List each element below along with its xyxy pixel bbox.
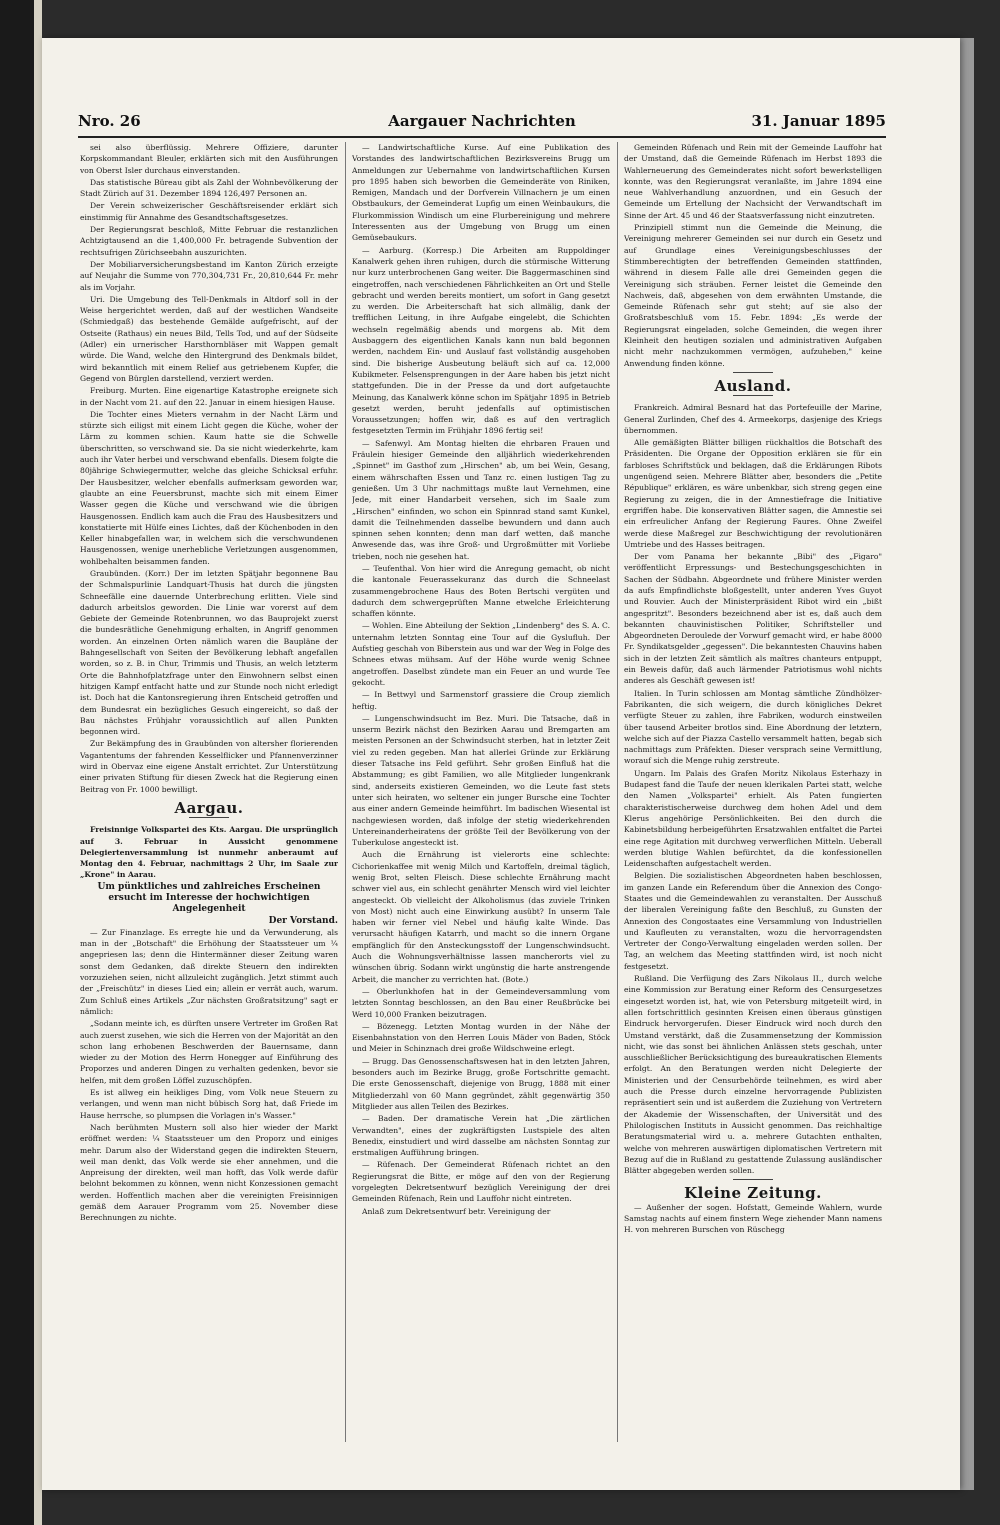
- section-rule: [189, 817, 229, 818]
- article-paragraph: Der Mobiliarversicherungsbestand im Kanton Zürich erzeigte auf Neujahr die Summe von 770,304,731 Fr., 20,810,644 Fr. mehr als im Vorjahr.: [80, 259, 338, 292]
- article-paragraph: Anlaß zum Dekretsentwurf betr. Vereinigung der: [362, 1206, 551, 1216]
- article-paragraph: — Wohlen. Eine Abteilung der Sektion „Lindenberg" des S. A. C. unternahm letzten Sonntag eine Tour auf die Gyslufluh. Der Aufstieg geschah von Biberstein aus und war der Weg in Folge des Schnees etwas mühsam. Auf der Höhe wurde wenig Schnee angetroffen. Daselbst zündete man ein Feuer an und wurde Tee gekocht.: [352, 621, 610, 687]
- article-paragraph: — Safenwyl. Am Montag hielten die ehrbaren Frauen und Fräulein hiesiger Gemeinde den alljährlich wiederkehrenden „Spinnet" im Gasthof zum „Hirschen" ab, um bei Wein, Gesang, einem währschaften Essen und Tanz rc. einen lustigen Tag zu genießen. Um 3 Uhr nachmittags mußte laut Vernehmen, eine Jede, mit einer Handarbeit versehen, sich im Saale zum „Hirschen" einfinden, wo schon ein Spinnrad stand samt Kunkel, damit die Teilnehmenden dasselbe bewundern und dann auch spinnen sehen konnten; denn man darf wetten, daß manche Anwesende das, was ihre Groß- und Urgroßmütter mit Vorliebe trieben, noch nie gesehen hat.: [352, 438, 610, 561]
- article-paragraph: Die Tochter eines Mieters vernahm in der Nacht Lärm und stürzte sich eiligst mit einem Licht gegen die Küche, woher der Lärm zu kommen schien. Kaum hatte sie die Schwelle überschritten, so verschwand sie. Da sie nicht wiederkehrte, kam auch ihr Vater herbei und verschwand ebenfalls. Diesem folgte die 80jährige Schwiegermutter, welche das gleiche Schicksal erfuhr. Der Hausbesitzer, welcher ebenfalls aufmerksam geworden war, glaubte an eine Feuersbrunst, machte sich mit einem Eimer Wasser gegen die Küche und verschwand wie die übrigen Hausgenossen. Endlich kam auch die Frau des Hausbesitzers und konstatierte mit Hülfe eines Lichtes, daß der Küchenboden in den Keller hinabgefallen war, in welchem sich die verschwundenen Hausgenossen, wenige unerhebliche Verletzungen ausgenommen, wohlbehalten beisammen fanden.: [80, 409, 338, 566]
- column-1: [80, 142, 338, 1442]
- article-paragraph: — Baden. Der dramatische Verein hat „Die zärtlichen Verwandten", eines der zugkräftigsten Lustspiele des alten Benedix, einstudiert und wird dasselbe am nächsten Sonntag zur erstmaligen Aufführung bringen.: [352, 1114, 610, 1158]
- article-paragraph: — In Bettwyl und Sarmenstorf grassiere die Croup ziemlich heftig.: [352, 690, 610, 711]
- article-paragraph: Italien. In Turin schlossen am Montag sämtliche Zündhölzer-Fabrikanten, die sich weigern, die durch königliches Dekret verfügte Steuer zu zahlen, ihre Fabriken, wodurch einstweilen über tausend Arbeiter brotlos sind. Eine Abordnung der letztern, welche sich auf der Piazza Castello versammelt hatten, begab sich nachmittags zum Präfekten. Dieser versprach seine Vermittlung, worauf sich die Menge ruhig zerstreute.: [624, 688, 882, 766]
- issue-number: Nro. 26: [78, 112, 141, 130]
- issue-date: 31. Januar 1895: [751, 112, 886, 130]
- article-paragraph: — Rüfenach. Der Gemeinderat Rüfenach richtet an den Regierungsrat die Bitte, er möge auf den von der Regierung vorgelegten Dekretsentwurf bezüglich Vereinigung der drei Gemeinden Rüfenach, Rein und Lauffohr nicht eintreten.: [352, 1160, 610, 1204]
- article-paragraph: — Außenher der sogen. Hofstatt, Gemeinde Wahlern, wurde Samstag nachts auf einem finstern Wege ziehender Mann namens H. von mehreren Burschen von Rüschegg: [624, 1202, 882, 1235]
- section-heading-kleine-zeitung: Kleine Zeitung.: [684, 1184, 822, 1203]
- section-rule: [733, 372, 773, 373]
- article-paragraph: Das statistische Büreau gibt als Zahl der Wohnbevölkerung der Stadt Zürich auf 31. Dezember 1894 126,497 Personen an.: [80, 177, 338, 199]
- article-paragraph: „Sodann meinte ich, es dürften unsere Vertreter im Großen Rat auch zuerst zusehen, wie sich die Herren von der Majorität an den schon lang erhobenen Beschwerden der Bauernsame, dann wieder zu der Motion des Herrn Honegger auf Einführung des Proporzes und anderen Dingen zu verhalten gedenken, bevor sie helfen, mit dem großen Löffel zuzuschöpfen.: [80, 1019, 338, 1085]
- article-paragraph: Der vom Panama her bekannte „Bibi" des „Figaro" veröffentlicht Erpressungs- und Bestechungsgeschichten in Sachen der Südbahn. Abgeordnete und frühere Minister werden da aufs Empfindlichste bloßgestellt, unter anderen Yves Guyot und Rouvier. Auch der Ministerpräsident Ribot wird ein „bißt angespritzt". Besonders bezeichnend aber ist es, daß auch dem bekannten chauvinistischen Politiker, Schriftsteller und Abgeordneten Deroulede der Vorwurf gemacht wird, er habe 8000 Fr. Syndikatsgelder „gegessen". Die bekanntesten Chauvins haben sich in der letzten Zeit sämtlich als maîtres chanteurs entpuppt, ein Beweis dafür, daß auch lärmender Patriotismus wohl nichts anderes als Geschäft gewesen ist!: [624, 552, 882, 686]
- column-divider: [345, 142, 346, 1442]
- article-paragraph: sei also überflüssig. Mehrere Offiziere, darunter Korpskommandant Bleuler, erklärten sich mit den Ausführungen von Oberst Isler durchaus einverstanden.: [80, 143, 338, 175]
- article-paragraph: Prinzipiell stimmt nun die Gemeinde die Meinung, die Vereinigung mehrerer Gemeinden sei nur durch ein Gesetz und auf Grundlage eines Vereinigungsbeschlusses der Stimmberechtigten der betreffenden Gemeinden stattfinden, während in diesem Falle alle drei Gemeinden gegen die Vereinigung sich sträuben. Ferner leistet die Gemeinde den Nachweis, daß, abgesehen von dem erwähnten Umstande, die Gemeinde Rüfenach sehr gut steht; auf sie also der Großratsbeschluß vom 15. Febr. 1894: „Es werde der Regierungsrat eingeladen, solche Gemeinden, die wegen ihrer Kleinheit den heutigen sozialen und administrativen Aufgaben nicht mehr nachzukommen vermögen, aufzuheben," keine Anwendung finden könne.: [624, 223, 882, 368]
- article-paragraph: Es ist allweg ein heikliges Ding, vom Volk neue Steuern zu verlangen, und wenn man nicht bübisch Sorg hat, daß Friede im Hause herrsche, so plumpsen die Vorlagen in's Wasser.": [80, 1088, 338, 1120]
- notice-signature: Der Vorstand.: [268, 915, 338, 926]
- header-rule: [78, 136, 886, 138]
- column-2: [352, 142, 610, 1442]
- masthead: Aargauer Nachrichten: [388, 112, 576, 130]
- column-3: [624, 142, 882, 1442]
- article-paragraph: — Lungenschwindsucht im Bez. Muri. Die Tatsache, daß in unserm Bezirk nächst den Bezirken Aarau und Bremgarten am meisten Personen an der Schwindsucht sterben, hat in letzter Zeit viel zu reden gegeben. Man hat allerlei Gründe zur Erklärung dieser Tatsache ins Feld geführt. Sehr großen Einfluß hat die Abstammung; es gibt Familien, wo alle Mitglieder lungenkrank sind, anderseits existieren Gemeinden, wo die Leute fast stets unter sich heiraten, wo seltener ein junger Bursche eine Tochter aus einer andern Gemeinde heimführt. Im badischen Wiesental ist nachgewiesen worden, daß infolge der stetig wiederkehrenden Untereinanderheiratens der größte Teil der Bevölkerung von der Tuberkulose angesteckt ist.: [352, 713, 610, 848]
- article-paragraph: Freiburg. Murten. Eine eigenartige Katastrophe ereignete sich in der Nacht vom 21. auf den 22. Januar in einem hiesigen Hause.: [80, 386, 338, 407]
- article-paragraph: — Oberlunkhofen hat in der Gemeindeversammlung vom letzten Sonntag beschlossen, an den Bau einer Reußbrücke bei Werd 10,000 Franken beizutragen.: [352, 986, 610, 1019]
- column-divider: [617, 142, 618, 1442]
- page-shadow: [960, 38, 974, 1490]
- section-heading-aargau: Aargau.: [174, 798, 244, 817]
- article-paragraph: — Bözenegg. Letzten Montag wurden in der Nähe der Eisenbahnstation von den Herren Louis Mäder von Baden, Stöck und Meier in Schinznach drei große Wildschweine erlegt.: [352, 1021, 610, 1054]
- article-paragraph: — Teufenthal. Von hier wird die Anregung gemacht, ob nicht die kantonale Feuerassekuranz das durch die Schneelast zusammengebrochene Haus des Boten Bertschi vergüten und dadurch dem schwergeprüften Manne etwelche Erleichterung schaffen könnte.: [352, 563, 610, 619]
- article-paragraph: Alle gemäßigten Blätter billigen rückhaltlos die Botschaft des Präsidenten. Die Organe der Opposition erklären sie für ein farbloses Schriftstück und beklagen, daß die Erklärungen Ribots ungenügend seien. Mehrere Blätter aber, besonders die „Petite République" erklären, es wäre unbenkbar, sich streng gegen eine Regierung zu zeigen, die in der Amnestiefrage die Initiative ergriffen habe. Die konservativen Blätter sagen, die Amnestie sei ein erfreulicher Anfang der Regierung Faures. Ohne Zweifel werde diese Maßregel zur Beschwichtigung der revolutionären Umtriebe und des Hasses beitragen.: [624, 438, 882, 549]
- article-paragraph: — Landwirtschaftliche Kurse. Auf eine Publikation des Vorstandes des landwirtschaftlichen Bezirksvereins Brugg um Anmeldungen zur Uebernahme von landwirtschaftlichen Kursen pro 1895 haben sich beworben die Gemeinderäte von Riniken, Remigen, Mandach und der Dorfverein Villnachern je um einen Obstbaukurs, der Gemeinderat Lupfig um einen Weinbaukurs, die Flurkommission Windisch um eine Flurbereinigung und mehrere Interessenten aus der Umgebung von Brugg um einen Gemüsebaukurs.: [352, 143, 610, 243]
- article-paragraph: Graubünden. (Korr.) Der im letzten Spätjahr begonnene Bau der Schmalspurlinie Landquart-Thusis hat durch die jüngsten Schneefälle eine dauernde Unterbrechung erlitten. Viele sind dadurch arbeitslos geworden. Die Linie war vorerst auf dem Gebiete der Gemeinde Rotenbrunnen, wo das Bauprojekt zuerst die bundesrätliche Genehmigung erhalten, in Angriff genommen worden. An einzelnen Orten nämlich waren die Baupläne der Bahngesellschaft von Seiten der Bevölkerung lebhaft angefallen worden, so z. B. in Chur, Trimmis und Thusis, an welch letzterm Orte die Bahnhofplatzfrage unter den Einwohnern selbst einen hitzigen Kampf entfacht hatte und zur Stunde noch nicht erledigt ist. Doch hat die Kantonsregierung ihren Entscheid getroffen und dem Bundesrat ein bezügliches Gesuch eingereicht, so daß der Bau nächstes Frühjahr voraussichtlich auf allen Punkten begonnen wird.: [80, 568, 338, 737]
- section-rule: [733, 395, 773, 396]
- scan-edge: [0, 0, 34, 1525]
- article-paragraph: Der Regierungsrat beschloß, Mitte Februar die restanzlichen Achtzigtausend an die 1,400,000 Fr. betragende Subvention der rechtsufrigen Zürichseebahn auszurichten.: [80, 225, 338, 257]
- article-paragraph: Auch die Ernährung ist vielerorts eine schlechte: Cichorienkaffee mit wenig Milch und Kartoffeln, dreimal täglich, wenig Brot, selten Fleisch. Diese schlechte Ernährung macht schwer viel aus, ein schlecht genährter Mensch wird viel leichter angesteckt. Ob vielleicht der Alkoholismus (das zuviele Trinken von Most) nicht auch eine Einwirkung ausübt? In unserm Tale haben wir ferner viel Nebel und häufig kalte Winde. Das verursacht häufigen Katarrh, und macht so die innern Organe empfänglich für den Ansteckungsstoff der Lungenschwindsucht. Auch die Wohnungsverhältnisse lassen mancherorts viel zu wünschen übrig. Sodann wirkt ungünstig die harte anstrengende Arbeit, die mancher zu verrichten hat. (Bote.): [352, 850, 610, 984]
- article-paragraph: — Aarburg. (Korresp.) Die Arbeiten am Ruppoldinger Kanalwerk gehen ihren ruhigen, durch die stürmische Witterung nur kurz unterbrochenen Gang weiter. Die Baggermaschinen sind eingetroffen, nach verschiedenen Fährlichkeiten an Ort und Stelle gebracht und werden bereits montiert, um sofort in Gang gesetzt zu werden. Die Arbeiterschaft hat sich allmälig, dank der trefflichen Leitung, in ihre Aufgabe eingelebt, die Schichten wechseln regelmäßig abends und morgens ab. Mit dem Ausbaggern des eigentlichen Kanals kann nun bald begonnen werden, nachdem Ein- und Auslauf fast vollständig ausgehoben sind. Die bisherige Ausbeutung beläuft sich auf ca. 12,000 Kubikmeter. Felsensprengungen in der Aare haben bis jetzt nicht stattgefunden. Die in der Presse da und dort aufgetauchte Meinung, das Kanalwerk könne schon im Spätjahr 1895 in Betrieb gesetzt werden, beruht jedenfalls auf optimistischen Voraussetzungen; hoffen wir, daß es auf den vertraglich festgesetzten Termin im Frühjahr 1896 fertig sei!: [352, 245, 610, 436]
- article-paragraph: Der Verein schweizerischer Geschäftsreisender erklärt sich einstimmig für Annahme des Gesandtschaftsgesetzes.: [80, 201, 338, 222]
- article-paragraph: Rußland. Die Verfügung des Zars Nikolaus II., durch welche eine Kommission zur Beratung einer Reform des Censurgesetzes eingesetzt worden ist, hat, wie von Petersburg mitgeteilt wird, in allen fortschrittlich gesinnten Kreisen einen überaus günstigen Eindruck hervorgerufen. Dieser Eindruck wird noch durch den Umstand verstärkt, daß die Zusammensetzung der Kommission nicht, wie das sonst bei ähnlichen Anlässen stets geschah, unter ausschließlicher Berücksichtigung des bureaukratischen Elements erfolgt. An den Beratungen werden nicht Delegierte der Ministerien und der Censurbehörde teilnehmen, es wird aber auch die Presse durch einzelne hervorragende Publizisten repräsentiert sein und ist außerdem die Zuziehung von Vertretern der Akademie der Wissenschaften, der Universität und des Philologischen Instituts in Aussicht genommen. Das reichhaltige Beratungsmaterial wird u. a. mehrere Gutachten enthalten, welche von mehreren auswärtigen diplomatischen Vertretern mit Bezug auf die in Rußland zu gestattende Zulassung ausländischer Blätter abgegeben werden sollen.: [624, 974, 882, 1176]
- article-paragraph: Belgien. Die sozialistischen Abgeordneten haben beschlossen, im ganzen Lande ein Referendum über die Annexion des Congo-Staates und die Gemeindewahlen zu veranstalten. Der Ausschuß der liberalen Vereinigung faßte den Beschluß, zu Gunsten der Annexion des Congostaates eine Versammlung von Industriellen und Kaufleuten zu veranstalten, wozu die hervorragendsten Vertreter der Congo-Verwaltung eingeladen werden sollen. Der Tag, an welchem das Meeting stattfinden wird, ist noch nicht festgesetzt.: [624, 871, 882, 971]
- article-paragraph: Ungarn. Im Palais des Grafen Moritz Nikolaus Esterhazy in Budapest fand die Taufe der neuen klerikalen Partei statt, welche den Namen „Volkspartei" erhielt. Als Paten fungierten charakteristischerweise durchweg dem hohen Adel und dem Klerus angehörige Persönlichkeiten. Bei den durch die Kabinetsbildung herbeigeführten Ersatzwahlen entfaltet die Partei eine rege Agitation mit durchweg verwerflichen Mitteln. Ueberall werden blutige Wahlen befürchtet, da die konfessionellen Leidenschaften aufgestachelt werden.: [624, 768, 882, 869]
- article-paragraph: Zur Bekämpfung des in Graubünden von altersher florierenden Vagantentums der fahrenden Kesselflicker und Pfannenverzinner wird in Obervaz eine eigene Anstalt errichtet. Zur Unterstützung einer privaten Stiftung für diesen Zweck hat die Regierung einen Beitrag von Fr. 1000 bewilligt.: [80, 739, 338, 794]
- article-paragraph: — Zur Finanzlage. Es erregte hie und da Verwunderung, als man in der „Botschaft" die Erhöhung der Staatssteuer um ¼ angepriesen las; denn die Hintermänner dieser Zeitung waren sonst dem Gedanken, daß direkte Steuern den indirekten vorzuziehen seien, nicht allzuleicht zugänglich. Jetzt stimmt auch der „Freischütz" in dieses Lied ein; allein er verrät auch, warum. Zum Schluß eines Artikels „Zur nächsten Großratsitzung" sagt er nämlich:: [80, 927, 338, 1016]
- article-paragraph: Uri. Die Umgebung des Tell-Denkmals in Altdorf soll in der Weise hergerichtet werden, daß auf der westlichen Wandseite (Schmiedgaß) das bestehende Gemälde aufgefrischt, auf der Ostseite (Rathaus) ein neues Bild, Tells Tod, und auf der Südseite (Adler) ein urnerischer Harsthornbläser mit Wappen gemalt würde. Die Wand, welche den Hintergrund des Denkmals bildet, wird bekanntlich mit einem Relief aus getriebenem Kupfer, die Gegend von Bürglen darstellend, verziert werden.: [80, 294, 338, 383]
- section-rule: [733, 1179, 773, 1180]
- article-paragraph: Gemeinden Rüfenach und Rein mit der Gemeinde Lauffohr hat der Umstand, daß die Gemeinde Rüfenach im Herbst 1893 die Wahlerneuerung des Gemeinderates nicht sofort bewerkstelligen konnte, was den Regierungsrat veranlaßte, im Jahre 1894 eine neue Wahlverhandlung anzuordnen, und ein Gesuch der Gemeinde um Ertellung der Nachsicht der Verwandtschaft im Sinne der Art. 45 und 46 der Staatsverfassung nicht einzutreten.: [624, 143, 882, 220]
- section-heading-ausland: Ausland.: [714, 376, 792, 395]
- page-header: [78, 112, 886, 132]
- article-paragraph: Nach berühmten Mustern soll also hier wieder der Markt eröffnet werden: ¼ Staatssteuer um den Proporz und einiges mehr. Darum also der Widerstand gegen die indirekten Steuern, weil man denkt, das Volk werde sie eher annehmen, und die Anpreisung der direkten, weil man hofft, das Volk werde dafür belohnt bekommen zu können, wenn nicht Konzessionen gemacht werden. Hoffentlich machen aber die vereinigten Freisinnigen gemäß dem Aarauer Programm vom 25. November diese Berechnungen zu nichte.: [80, 1122, 338, 1223]
- article-paragraph: Frankreich. Admiral Besnard hat das Portefeuille der Marine, General Zurlinden, Chef des 4. Armeekorps, dasjenige des Kriegs übernommen.: [624, 403, 882, 435]
- notice-appeal: Um pünktliches und zahlreiches Erscheinen ersucht im Interesse der hochwichtigen Angelegenheit: [97, 881, 321, 915]
- page-edge: [34, 0, 42, 1525]
- party-notice: Freisinnige Volkspartei des Kts. Aargau. Die ursprünglich auf 3. Februar in Aussicht genommene Delegiertenversammlung ist nunmehr anberaumt auf Montag den 4. Februar, nachmittags 2 Uhr, im Saale zur „Krone" in Aarau.: [80, 825, 338, 880]
- article-paragraph: — Brugg. Das Genossenschaftswesen hat in den letzten Jahren, besonders auch im Bezirke Brugg, große Fortschritte gemacht. Die erste Genossenschaft, diejenige von Brugg, 1888 mit einer Mitgliederzahl von 60 Mann gegründet, zählt gegenwärtig 350 Mitglieder aus allen Teilen des Bezirkes.: [352, 1056, 610, 1111]
